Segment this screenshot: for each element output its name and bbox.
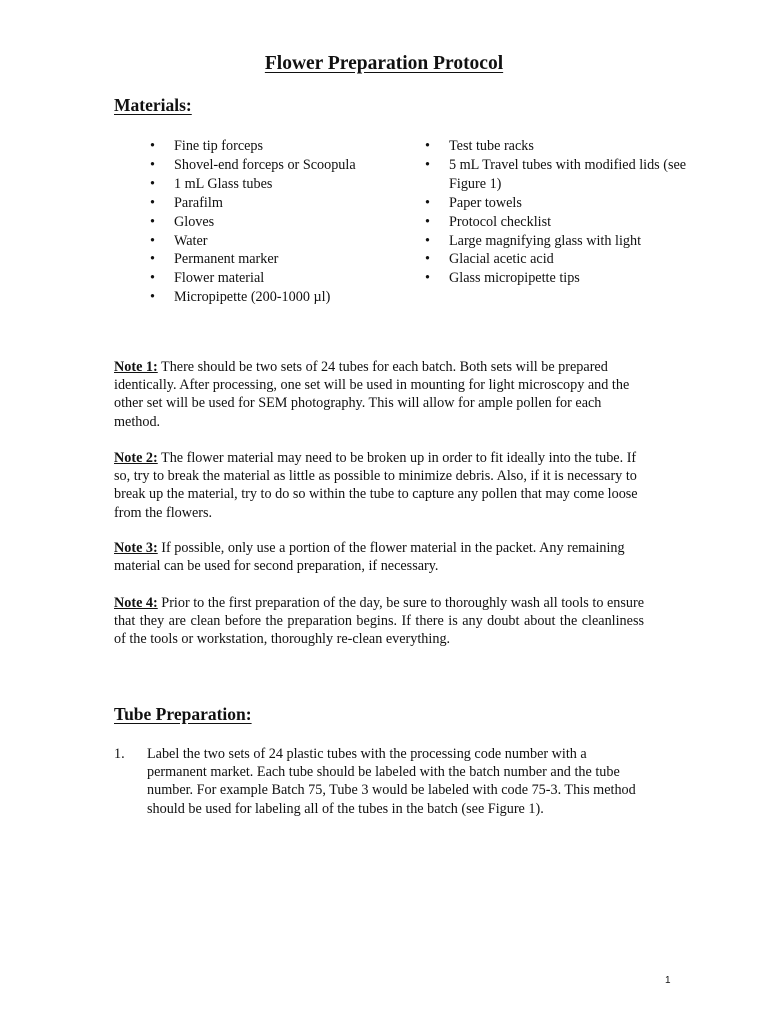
tube-preparation-heading: Tube Preparation: — [114, 704, 252, 724]
materials-list-left — [150, 137, 410, 307]
bullet-icon: • — [150, 213, 155, 230]
list-item: • Fine tip forceps — [150, 138, 264, 154]
list-item: • 1 mL Glass tubes — [150, 175, 273, 192]
note-label: Note 2: — [114, 450, 158, 466]
bullet-icon: • — [150, 232, 155, 249]
note-text: There should be two sets of 24 tubes for each batch. Both sets will be prepared identically. After processing, one set will be used in mounting for light microscopy and the other set will be used for SEM photography. This will allow for ample pollen for each method. — [114, 359, 630, 430]
note-text: The flower material may need to be broken up in order to fit ideally into the tube. If so, try to break the material as little as possible to minimize debris. Also, if it is necessary to break up the material, try to do so within the tube to capture any pollen that may come loose from the flowers. — [114, 450, 638, 521]
bullet-icon: • — [425, 156, 430, 173]
bullet-icon: • — [425, 232, 430, 249]
list-item: • Permanent marker — [150, 251, 279, 268]
note-label: Note 3: — [114, 540, 158, 556]
note-text: Prior to the first preparation of the day, be sure to thoroughly wash all tools to ensure that they are clean before the preparation begins. If there is any doubt about the cleanliness of the tools or workstation, thoroughly re-clean everything. — [114, 595, 645, 648]
note-1 — [114, 358, 644, 431]
step-1 — [114, 745, 644, 818]
list-item: • Water — [150, 232, 208, 249]
bullet-icon: • — [150, 138, 155, 154]
list-item: • Paper towels — [425, 194, 522, 211]
bullet-icon: • — [150, 194, 155, 211]
materials-heading: Materials: — [114, 95, 192, 115]
note-label: Note 4: — [114, 595, 158, 611]
page-number: 1 — [665, 975, 671, 986]
step-number: 1. — [114, 746, 125, 762]
bullet-icon: • — [150, 270, 155, 287]
list-item: • Shovel-end forceps or Scoopula — [150, 156, 356, 173]
bullet-icon: • — [150, 289, 155, 306]
list-item: • Micropipette (200-1000 µl) — [150, 289, 331, 306]
step-text: Label the two sets of 24 plastic tubes with the processing code number with a permanent market. Each tube should be labeled with the batch number and the tube number. For example Batch 75, Tube 3 would be labeled with code 75-3. This method should be used for labeling all of the tubes in the batch (see Figure 1). — [147, 746, 636, 817]
note-3 — [114, 539, 644, 575]
list-item: • Flower material — [150, 270, 265, 287]
bullet-icon: • — [425, 270, 430, 287]
list-item: • Glacial acetic acid — [425, 251, 554, 268]
bullet-icon: • — [150, 156, 155, 173]
bullet-icon: • — [150, 175, 155, 192]
list-item: • Parafilm — [150, 194, 223, 211]
page-title: Flower Preparation Protocol — [264, 53, 504, 74]
list-item: • 5 mL Travel tubes with modified lids (see Figure 1) — [425, 156, 687, 192]
note-4 — [114, 594, 644, 649]
bullet-icon: • — [425, 138, 430, 154]
note-2 — [114, 449, 644, 522]
list-item: • Gloves — [150, 213, 215, 230]
materials-list-right — [425, 137, 695, 288]
bullet-icon: • — [425, 251, 430, 268]
list-item: • Glass micropipette tips — [425, 270, 580, 287]
list-item: • Protocol checklist — [425, 213, 552, 230]
list-item: • Test tube racks — [425, 138, 534, 154]
note-label: Note 1: — [114, 359, 158, 375]
list-item: • Large magnifying glass with light — [425, 232, 642, 249]
bullet-icon: • — [150, 251, 155, 268]
bullet-icon: • — [425, 213, 430, 230]
bullet-icon: • — [425, 194, 430, 211]
note-text: If possible, only use a portion of the flower material in the packet. Any remaining material can be used for second preparation, if necessary. — [114, 540, 625, 575]
